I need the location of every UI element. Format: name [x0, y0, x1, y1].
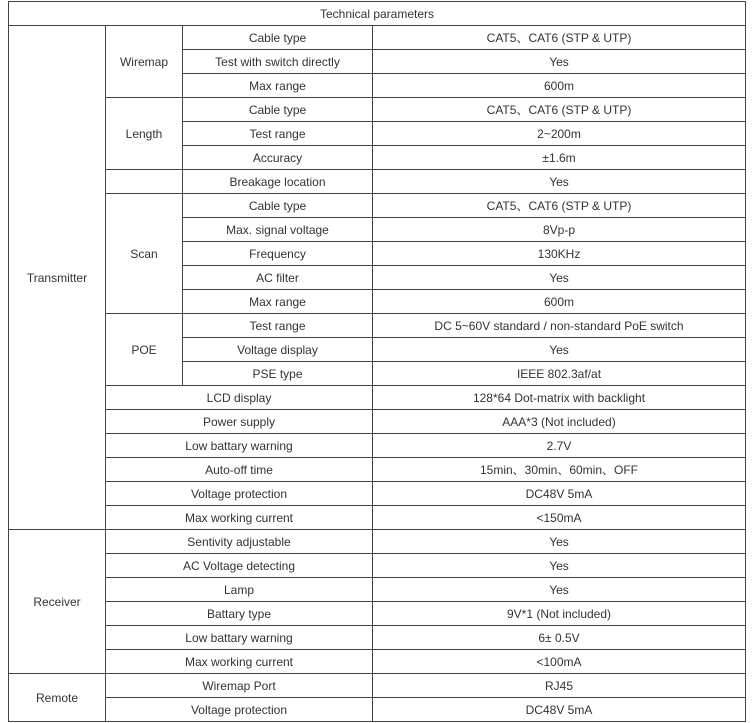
param-value: DC48V 5mA: [373, 482, 746, 506]
param-name: Test with switch directly: [183, 50, 373, 74]
table-row: [9, 530, 746, 554]
param-name: Cable type: [183, 98, 373, 122]
param-value: 130KHz: [373, 242, 746, 266]
table-row: [9, 434, 746, 458]
param-value: Yes: [373, 266, 746, 290]
param-name: Wiremap Port: [106, 674, 373, 698]
param-name: Voltage display: [183, 338, 373, 362]
group-label-scan: Scan: [106, 194, 183, 314]
param-value: 2.7V: [373, 434, 746, 458]
param-name: Low battary warning: [106, 626, 373, 650]
param-value: 6± 0.5V: [373, 626, 746, 650]
group-label-wiremap: Wiremap: [106, 26, 183, 98]
param-name: Low battary warning: [106, 434, 373, 458]
param-name: Max working current: [106, 506, 373, 530]
param-value: 2~200m: [373, 122, 746, 146]
section-label-transmitter: Transmitter: [9, 26, 106, 530]
table-row: [9, 626, 746, 650]
param-name: Max working current: [106, 650, 373, 674]
param-value: RJ45: [373, 674, 746, 698]
param-value: Yes: [373, 554, 746, 578]
table-row: [9, 170, 746, 194]
group-label-poe: POE: [106, 314, 183, 386]
param-name: Auto-off time: [106, 458, 373, 482]
table-row: [9, 98, 746, 122]
param-value: CAT5、CAT6 (STP & UTP): [373, 98, 746, 122]
table-row: [9, 674, 746, 698]
param-value: Yes: [373, 530, 746, 554]
table-row: [9, 650, 746, 674]
table-row: [9, 578, 746, 602]
param-value: ±1.6m: [373, 146, 746, 170]
param-name: Max range: [183, 74, 373, 98]
param-name: Power supply: [106, 410, 373, 434]
table-row: [9, 410, 746, 434]
table-row: [9, 698, 746, 722]
param-value: 9V*1 (Not included): [373, 602, 746, 626]
param-value: CAT5、CAT6 (STP & UTP): [373, 194, 746, 218]
param-name: Breakage location: [183, 170, 373, 194]
param-value: CAT5、CAT6 (STP & UTP): [373, 26, 746, 50]
param-value: AAA*3 (Not included): [373, 410, 746, 434]
param-name: Test range: [183, 314, 373, 338]
table-row: [9, 458, 746, 482]
param-name: AC Voltage detecting: [106, 554, 373, 578]
param-name: Battary type: [106, 602, 373, 626]
table-row: [9, 386, 746, 410]
table-row: [9, 602, 746, 626]
table-row: [9, 482, 746, 506]
param-name: Cable type: [183, 26, 373, 50]
param-name: Max. signal voltage: [183, 218, 373, 242]
param-name: AC filter: [183, 266, 373, 290]
param-name: Accuracy: [183, 146, 373, 170]
table-row: [9, 506, 746, 530]
technical-parameters-table: [8, 1, 746, 722]
empty-group-cell: [106, 170, 183, 194]
table-row: [9, 26, 746, 50]
table-row: [9, 314, 746, 338]
param-name: Sentivity adjustable: [106, 530, 373, 554]
param-value: DC48V 5mA: [373, 698, 746, 722]
param-value: 8Vp-p: [373, 218, 746, 242]
table-header-row: [9, 2, 746, 26]
param-value: Yes: [373, 338, 746, 362]
param-value: 15min、30min、60min、OFF: [373, 458, 746, 482]
table-row: [9, 554, 746, 578]
param-name: Voltage protection: [106, 482, 373, 506]
param-value: 128*64 Dot-matrix with backlight: [373, 386, 746, 410]
param-value: IEEE 802.3af/at: [373, 362, 746, 386]
param-value: <100mA: [373, 650, 746, 674]
param-name: LCD display: [106, 386, 373, 410]
section-label-remote: Remote: [9, 674, 106, 722]
param-value: <150mA: [373, 506, 746, 530]
param-value: 600m: [373, 290, 746, 314]
param-value: 600m: [373, 74, 746, 98]
param-name: Max range: [183, 290, 373, 314]
param-name: Frequency: [183, 242, 373, 266]
param-value: Yes: [373, 50, 746, 74]
param-name: Test range: [183, 122, 373, 146]
param-value: Yes: [373, 170, 746, 194]
param-value: Yes: [373, 578, 746, 602]
param-name: Voltage protection: [106, 698, 373, 722]
param-name: Cable type: [183, 194, 373, 218]
table-row: [9, 194, 746, 218]
table-title: Technical parameters: [9, 2, 746, 26]
section-label-receiver: Receiver: [9, 530, 106, 674]
group-label-length: Length: [106, 98, 183, 170]
param-value: DC 5~60V standard / non-standard PoE switch: [373, 314, 746, 338]
param-name: Lamp: [106, 578, 373, 602]
param-name: PSE type: [183, 362, 373, 386]
